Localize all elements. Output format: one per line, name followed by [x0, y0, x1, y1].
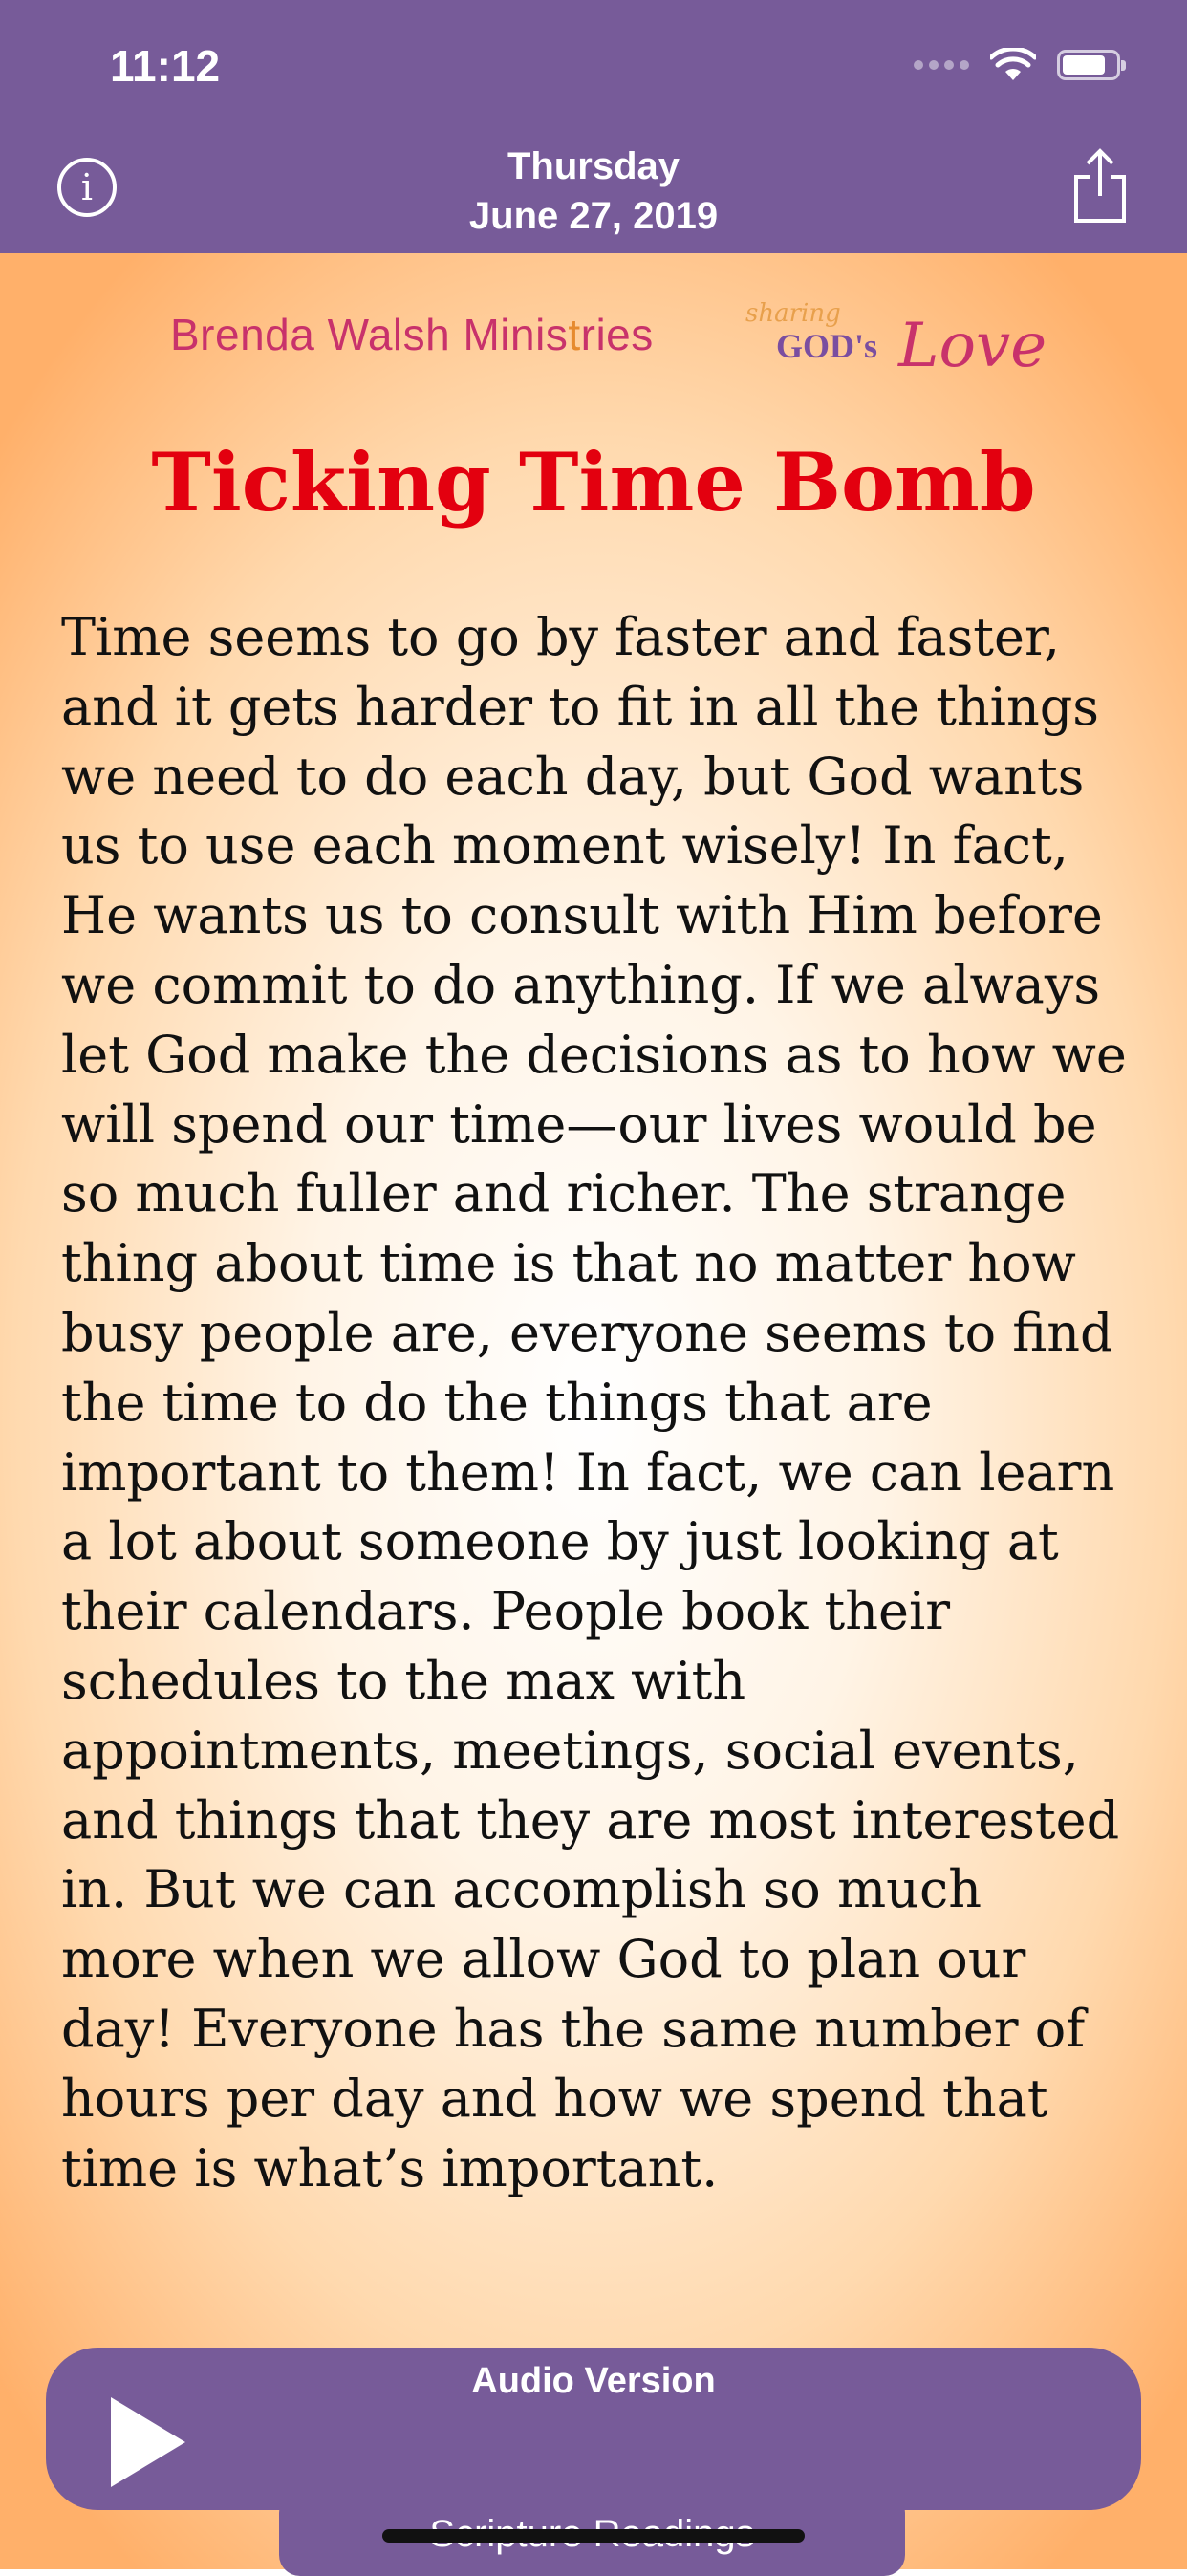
day-label: Thursday — [507, 145, 680, 187]
share-icon[interactable] — [1070, 148, 1130, 225]
ministry-logo — [0, 282, 1187, 381]
devotional-content — [0, 253, 1187, 2569]
audio-player — [46, 2348, 1141, 2510]
logo-love: Love — [898, 311, 1047, 381]
battery-icon — [1057, 50, 1120, 80]
audio-version-label: Audio Version — [471, 2361, 716, 2401]
home-indicator[interactable] — [382, 2529, 805, 2543]
play-icon[interactable] — [101, 2390, 197, 2495]
date-label: June 27, 2019 — [468, 195, 719, 237]
status-icons — [914, 46, 1120, 84]
info-circle-icon[interactable]: i — [57, 158, 117, 217]
cellular-signal-icon — [914, 60, 969, 70]
wifi-icon — [990, 48, 1036, 82]
devotional-body: Time seems to go by faster and faster, and it gets harder to fit in all the things we need to do each day, but God wants us to use each moment wisely! In fact, He wants us to consult with Him before we commit to do anything. If we always let God make the decisions as to how we will spend our time—our lives would be so much fuller and richer. The strange thing about time is that no matter how busy people are, everyone seems to find the time to do the things that are important to them! In fact, we can learn a lot about someone by just looking at their calendars. People book their schedules to the max with appointments, meetings, social events, and things that they are most interested in. But we can accomplish so much more when we allow God to plan our day! Everyone has the same number of hours per day and how we spend that time is what’s important. — [61, 607, 1127, 2198]
date-display — [0, 141, 1187, 241]
status-time: 11:12 — [110, 41, 221, 91]
ministry-name: Brenda Walsh Ministries — [170, 310, 654, 359]
header-bar — [0, 0, 1187, 253]
logo-gods: GOD's — [776, 327, 878, 365]
logo-sharing: sharing — [745, 299, 841, 328]
devotional-title: Ticking Time Bomb — [151, 435, 1036, 530]
